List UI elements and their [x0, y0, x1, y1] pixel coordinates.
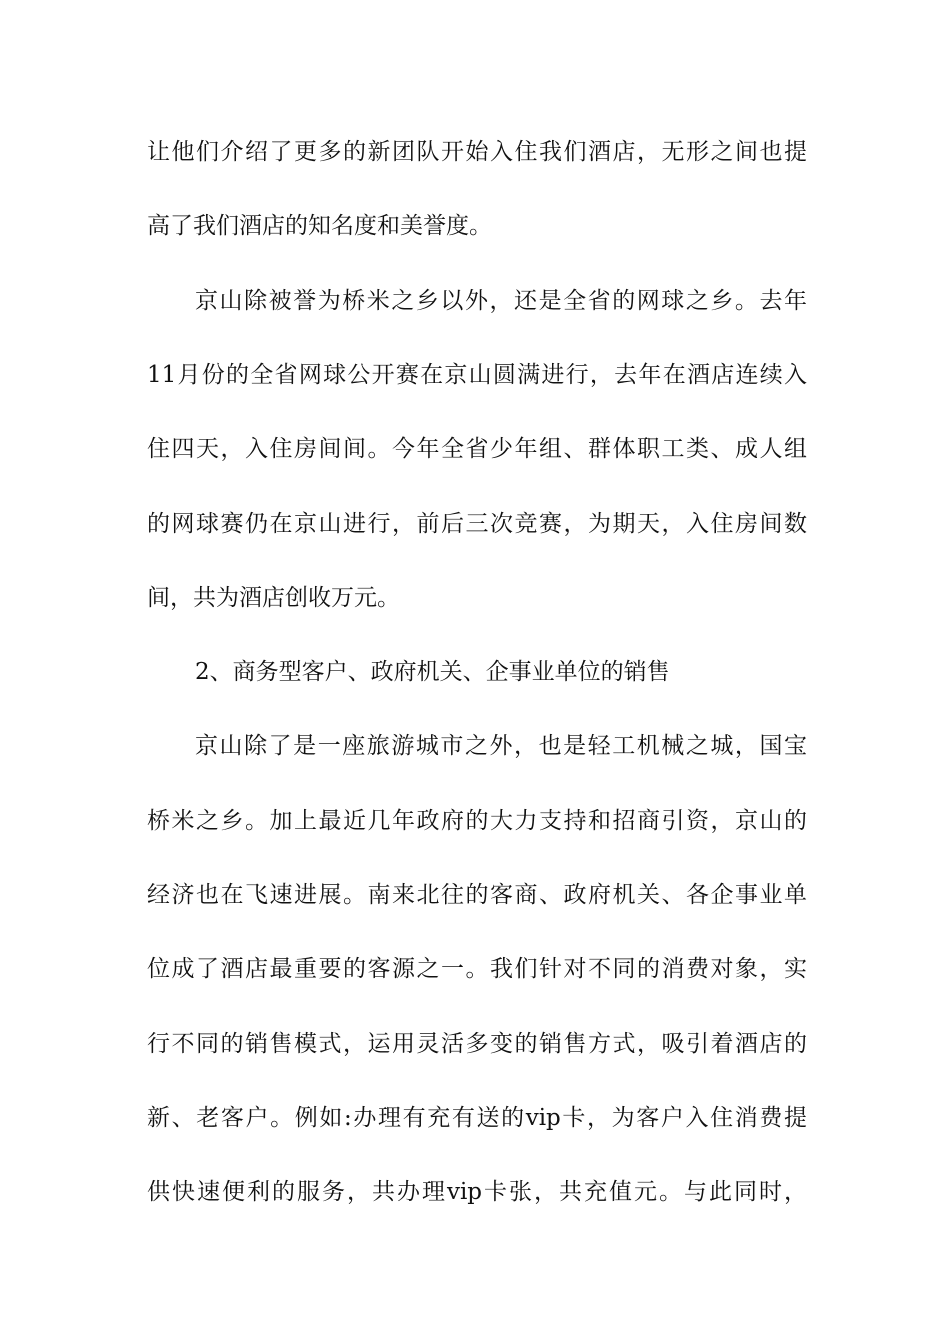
text-line-5: 住四天，入住房间间。今年全省少年组、群体职工类、成人组 [147, 436, 807, 463]
text-line-13: 行不同的销售模式，运用灵活多变的销售方式，吸引着酒店的 [147, 1030, 807, 1057]
text-line-9: 京山除了是一座旅游城市之外，也是轻工机械之城，国宝 [195, 733, 807, 760]
text-line-3: 京山除被誉为桥米之乡以外，还是全省的网球之乡。去年 [195, 287, 807, 314]
text-line-11: 经济也在飞速进展。南来北往的客商、政府机关、各企事业单 [147, 882, 807, 908]
text-line-14: 新、老客户。例如:办理有充有送的vip卡，为客户入住消费提 [147, 1104, 807, 1131]
text-line-10: 桥米之乡。加上最近几年政府的大力支持和招商引资，京山的 [147, 807, 807, 834]
body-text [147, 126, 807, 1255]
text-line-6: 的网球赛仍在京山进行，前后三次竞赛，为期天，入住房间数 [147, 510, 807, 537]
text-line-4: 11月份的全省网球公开赛在京山圆满进行，去年在酒店连续入 [147, 361, 807, 388]
text-line-1: 让他们介绍了更多的新团队开始入住我们酒店，无形之间也提 [147, 139, 807, 165]
text-line-15: 供快速便利的服务，共办理vip卡张，共充值元。与此同时， [147, 1179, 807, 1206]
section-heading: 2、商务型客户、政府机关、企事业单位的销售 [195, 659, 670, 686]
text-line-7: 间，共为酒店创收万元。 [147, 584, 400, 611]
text-line-2: 高了我们酒店的知名度和美誉度。 [147, 213, 492, 240]
text-line-12: 位成了酒店最重要的客源之一。我们针对不同的消费对象，实 [147, 956, 807, 983]
